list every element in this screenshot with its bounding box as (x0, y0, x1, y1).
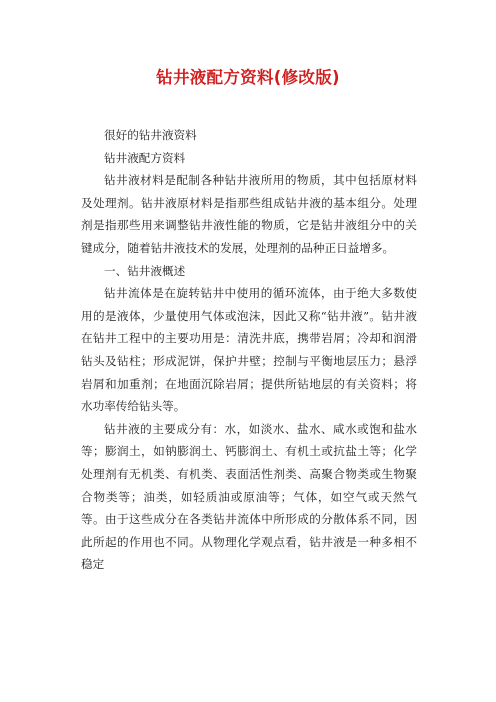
section-heading-overview: 一、钻井液概述 (104, 263, 186, 278)
paragraph-components: 钻井液的主要成分有：水，如淡水、盐水、咸水或饱和盐水等；膨润土，如钠膨润土、钙膨润土、有机土或抗盐土等；化学处理剂有无机类、有机类、表面活性剂类、高聚合物类或生物聚合物类等；油类，如轻质油或原油等；气体，如空气或天然气等。由于这些成分在各类钻井流体中所形成的分散体系不同，因此所起的作用也不同。从物理化学观点看，钻井液是一种多相不稳定 (81, 421, 417, 572)
paragraph-materials: 钻井液材料是配制各种钻井液所用的物质，其中包括原材料及处理剂。钻井液原材料是指那些组成钻井液的基本组分。处理剂是指那些用来调整钻井液性能的物质，它是钻井液组分中的关键成分，随着钻井液技术的发展，处理剂的品种正日益增多。 (81, 173, 417, 255)
paragraph-subtitle-1: 很好的钻井液资料 (104, 128, 197, 142)
paragraph-functions: 钻井流体是在旋转钻井中使用的循环流体，由于绝大多数使用的是液体，少量使用气体或泡沫，因此又称“钻井液”。钻井液在钻井工程中的主要功用是：清洗井底，携带岩屑；冷却和润滑钻头及钻柱；形成泥饼，保护井壁；控制与平衡地层压力；悬浮岩屑和加重剂；在地面沉除岩屑；提供所钻地层的有关资料；将水功率传给钻头等。 (81, 286, 417, 414)
document-title: 钻井液配方资料(修改版) (156, 68, 340, 87)
document-body (81, 124, 417, 576)
paragraph-subtitle-2: 钻井液配方资料 (104, 150, 186, 165)
